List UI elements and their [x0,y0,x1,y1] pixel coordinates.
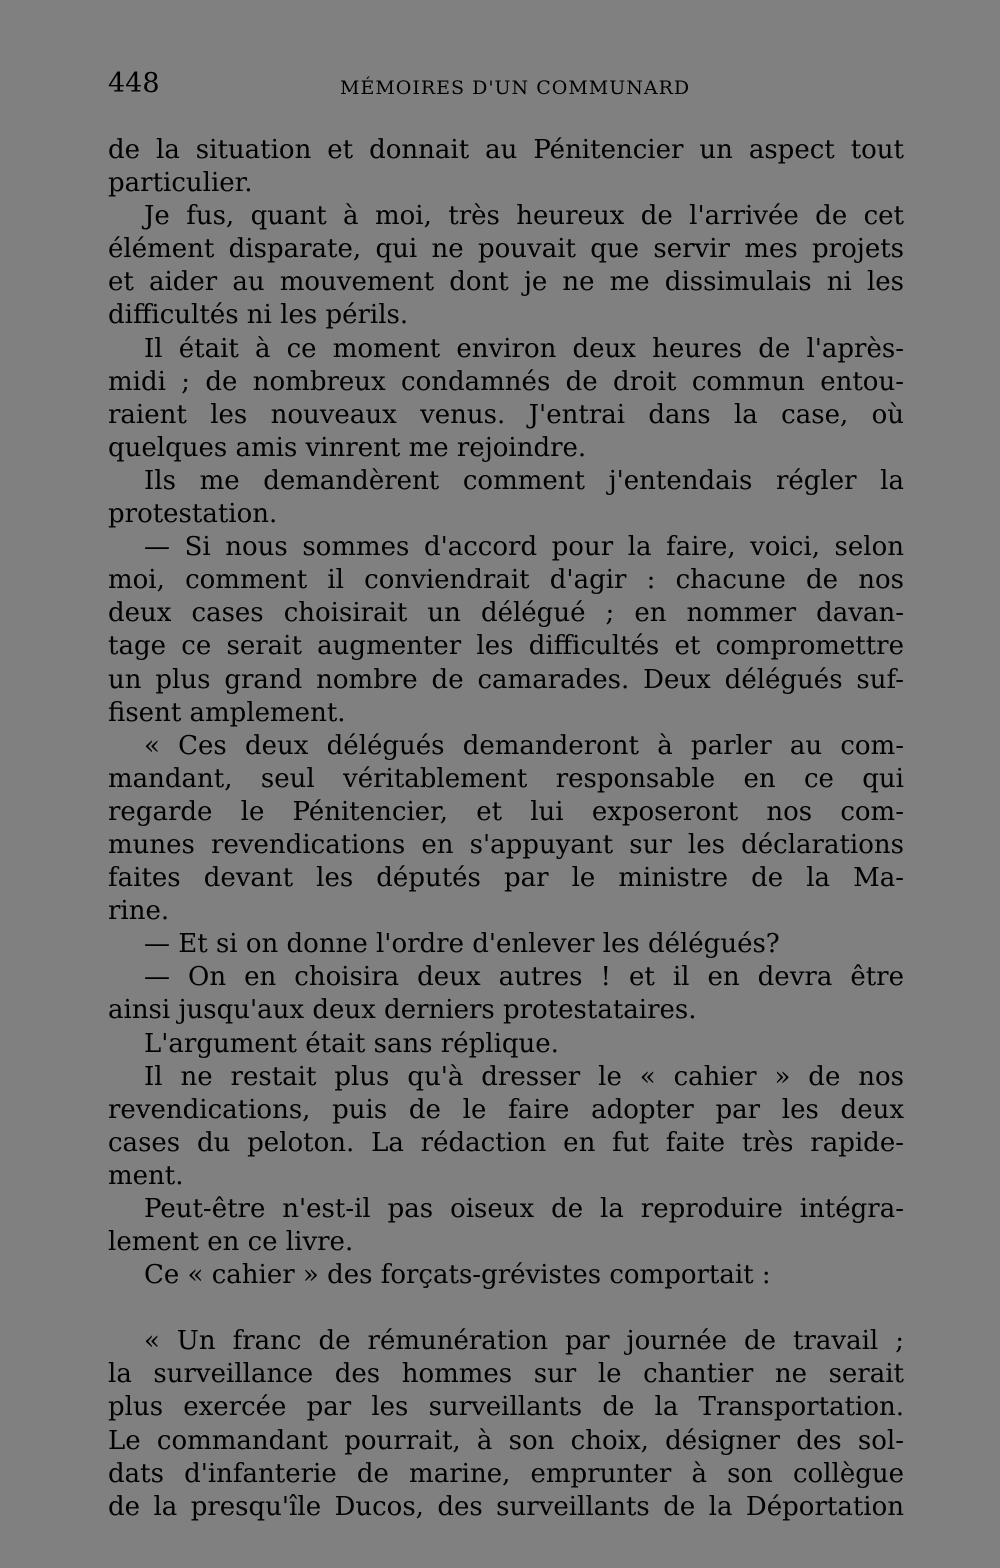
text-line: Ce « cahier » des forçats-grévistes comportait : [144,1260,771,1291]
text-line: rine. [108,896,170,927]
text-line: Ils me demandèrent comment j'entendais régler la [144,465,904,496]
text-line: de la situation et donnait au Pénitencier un aspect tout [108,135,904,165]
text-line: — On en choisira deux autres ! et il en devra être [144,962,904,993]
text-line: particulier. [108,168,253,199]
text-line: — Si nous sommes d'accord pour la faire, voici, selon [144,532,904,563]
text-line: revendications, puis de le faire adopter par les deux [108,1094,904,1125]
text-line: et aider au mouvement dont je ne me dissimulais ni les [108,267,904,298]
text-line: quelques amis vinrent me rejoindre. [108,432,587,463]
paragraph-gap [108,1292,904,1325]
text-line: regarde le Pénitencier, et lui exposeront nos com- [108,796,904,827]
text-line: de la presqu'île Ducos, des surveillants de la Déportation [108,1491,904,1522]
text-line: Il était à ce moment environ deux heures de l'après- [144,333,904,364]
text-line: Il ne restait plus qu'à dresser le « cahier » de nos [144,1061,904,1092]
body-text [108,134,904,1524]
text-line: Le commandant pourrait, à son choix, désigner des sol- [108,1425,904,1456]
text-line: — Et si on donne l'ordre d'enlever les délégués? [144,929,780,960]
text-line: deux cases choisirait un délégué ; en nommer davan- [108,598,904,629]
text-line: raient les nouveaux venus. J'entrai dans la case, où [108,399,904,430]
text-line: faites devant les députés par le ministre de la Ma- [108,863,904,894]
text-line: protestation. [108,499,278,530]
text-line: plus exercée par les surveillants de la Transportation. [108,1392,904,1423]
text-line: « Un franc de rémunération par journée de travail ; [144,1326,904,1357]
text-line: Je fus, quant à moi, très heureux de l'arrivée de cet [144,201,904,232]
text-line: difficultés ni les périls. [108,300,409,331]
text-line: mandant, seul véritablement responsable en ce qui [108,763,904,794]
page-number: 448 [108,68,160,99]
running-head: MÉMOIRES D'UN COMMUNARD [340,77,691,99]
text-line: la surveillance des hommes sur le chantier ne serait [108,1359,904,1390]
text-line: ainsi jusqu'aux deux derniers protestataires. [108,995,697,1026]
text-line: « Ces deux délégués demanderont à parler au com- [144,730,904,761]
text-line: moi, comment il conviendrait d'agir : chacune de nos [108,565,904,596]
text-line: dats d'infanterie de marine, emprunter à son collègue [108,1458,904,1489]
text-line: tage ce serait augmenter les difficultés et compromettre [108,631,904,662]
text-line: cases du peloton. La rédaction en fut faite très rapide- [108,1127,904,1158]
text-line: élément disparate, qui ne pouvait que servir mes projets [108,234,904,265]
text-line: munes revendications en s'appuyant sur les déclarations [108,829,904,860]
text-line: L'argument était sans réplique. [144,1028,559,1059]
text-line: Peut-être n'est-il pas oiseux de la reproduire intégra- [144,1194,904,1224]
text-line: lement en ce livre. [108,1227,354,1258]
text-line: ment. [108,1160,184,1191]
text-line: fisent amplement. [108,697,346,728]
text-line: un plus grand nombre de camarades. Deux délégués suf- [108,664,904,695]
text-line: midi ; de nombreux condamnés de droit commun entou- [108,366,904,397]
page-header [108,66,904,102]
